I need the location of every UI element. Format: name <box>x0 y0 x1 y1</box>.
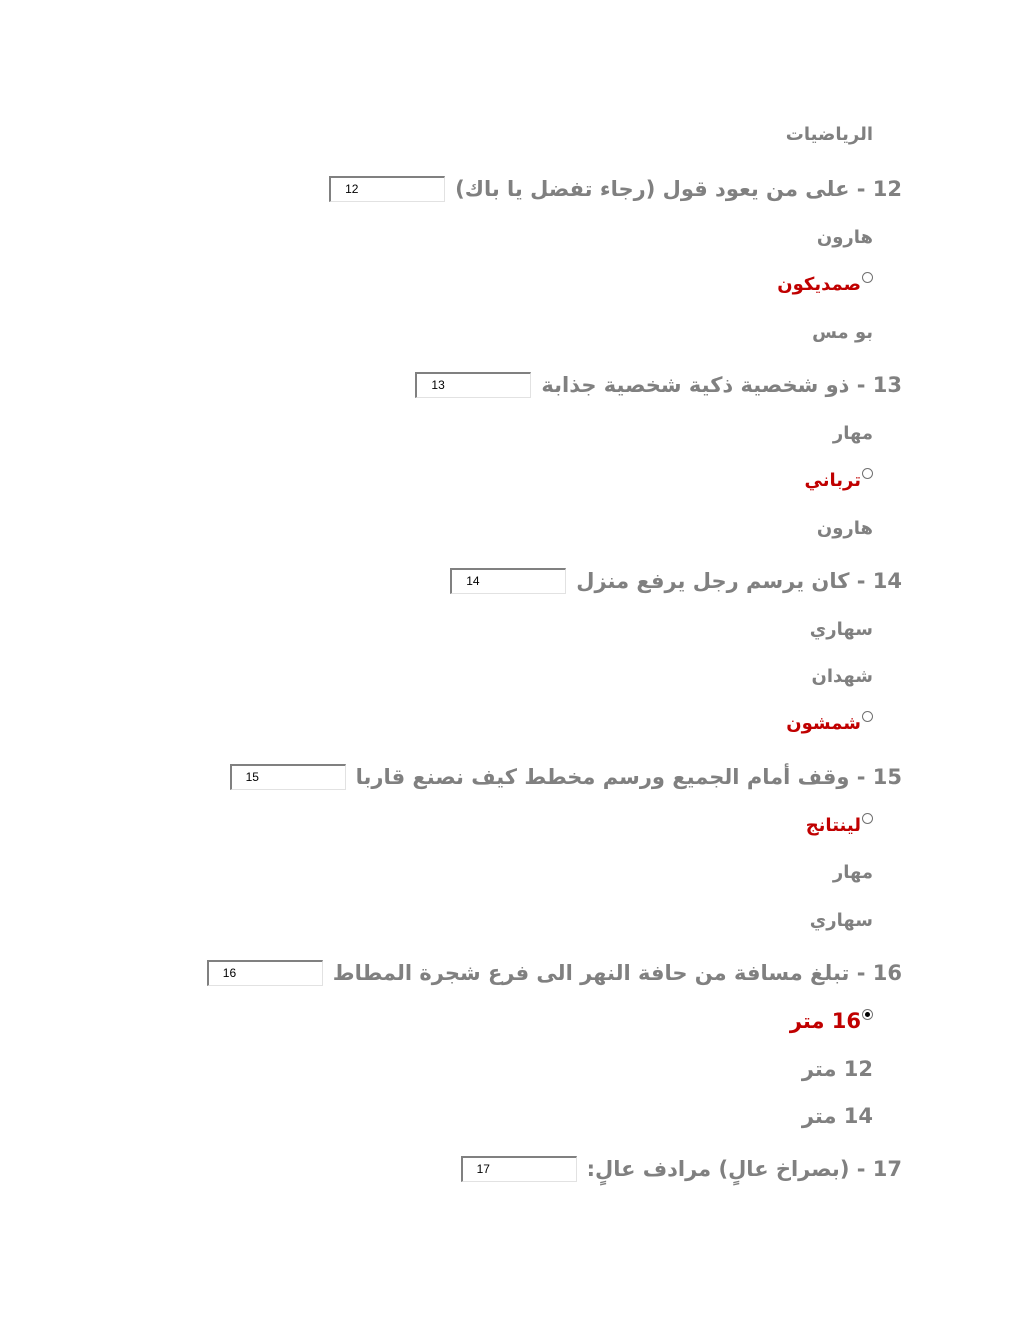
answer-number-box[interactable]: 17 <box>461 1156 577 1182</box>
option-label: 14 متر <box>801 1104 873 1128</box>
option-item[interactable] <box>817 220 873 254</box>
option-item[interactable] <box>810 903 873 937</box>
question-text: 13 - ذو شخصية ذكية شخصية جذابة <box>541 373 902 397</box>
option-label: سهاري <box>809 909 873 931</box>
question-16 <box>207 956 902 990</box>
question-text: 15 - وقف أمام الجميع ورسم مخطط كيف نصنع قاربا <box>355 765 902 789</box>
option-item[interactable] <box>805 463 873 497</box>
question-15 <box>230 760 902 794</box>
question-text: 14 - كان يرسم رجل يرفع منزل <box>576 569 902 593</box>
question-14 <box>450 564 902 598</box>
option-label: لينتانج <box>805 814 861 836</box>
option-item[interactable] <box>786 706 873 740</box>
option-label: سهاري <box>809 618 873 640</box>
option-label: شمشون <box>786 712 861 734</box>
option-label: 12 متر <box>801 1057 873 1081</box>
option-label: هارون <box>816 226 873 248</box>
question-text: 16 - تبلغ مسافة من حافة النهر الى فرع شجرة المطاط <box>332 961 902 985</box>
answer-number-box[interactable]: 14 <box>450 568 566 594</box>
option-radio[interactable] <box>862 711 873 722</box>
option-radio[interactable] <box>862 468 873 479</box>
option-radio[interactable] <box>862 813 873 824</box>
option-label: مهار <box>832 422 873 444</box>
option-item[interactable] <box>811 659 873 693</box>
option-item[interactable] <box>790 1004 873 1038</box>
question-17 <box>461 1152 902 1186</box>
option-label: ترباني <box>804 469 861 491</box>
question-12 <box>329 172 902 206</box>
answer-number-box[interactable]: 15 <box>230 764 346 790</box>
option-item[interactable] <box>833 416 873 450</box>
answer-number-box[interactable]: 13 <box>415 372 531 398</box>
option-radio-checked[interactable] <box>862 1009 873 1020</box>
option-item[interactable] <box>806 808 873 842</box>
option-item[interactable] <box>810 612 873 646</box>
option-label: هارون <box>816 517 873 539</box>
option-label: شهدان <box>811 665 873 687</box>
option-item[interactable] <box>777 267 873 301</box>
option-item[interactable] <box>833 855 873 889</box>
option-label: صمديكون <box>777 273 861 295</box>
option-label: مهار <box>832 861 873 883</box>
subject-title: الرياضيات <box>785 123 873 145</box>
option-item[interactable] <box>802 1099 873 1133</box>
option-label: بو مس <box>812 321 873 343</box>
question-text: 12 - على من يعود قول (رجاء تفضل يا باك) <box>455 177 902 201</box>
answer-number-box[interactable]: 12 <box>329 176 445 202</box>
question-text: 17 - (بصراخ عالٍ) مرادف عالٍ: <box>586 1157 902 1181</box>
option-radio[interactable] <box>862 272 873 283</box>
question-13 <box>415 368 902 402</box>
answer-number-box[interactable]: 16 <box>207 960 323 986</box>
option-item[interactable] <box>817 511 873 545</box>
option-item[interactable] <box>802 1052 873 1086</box>
option-item[interactable] <box>812 315 873 349</box>
option-label: 16 متر <box>789 1009 861 1033</box>
